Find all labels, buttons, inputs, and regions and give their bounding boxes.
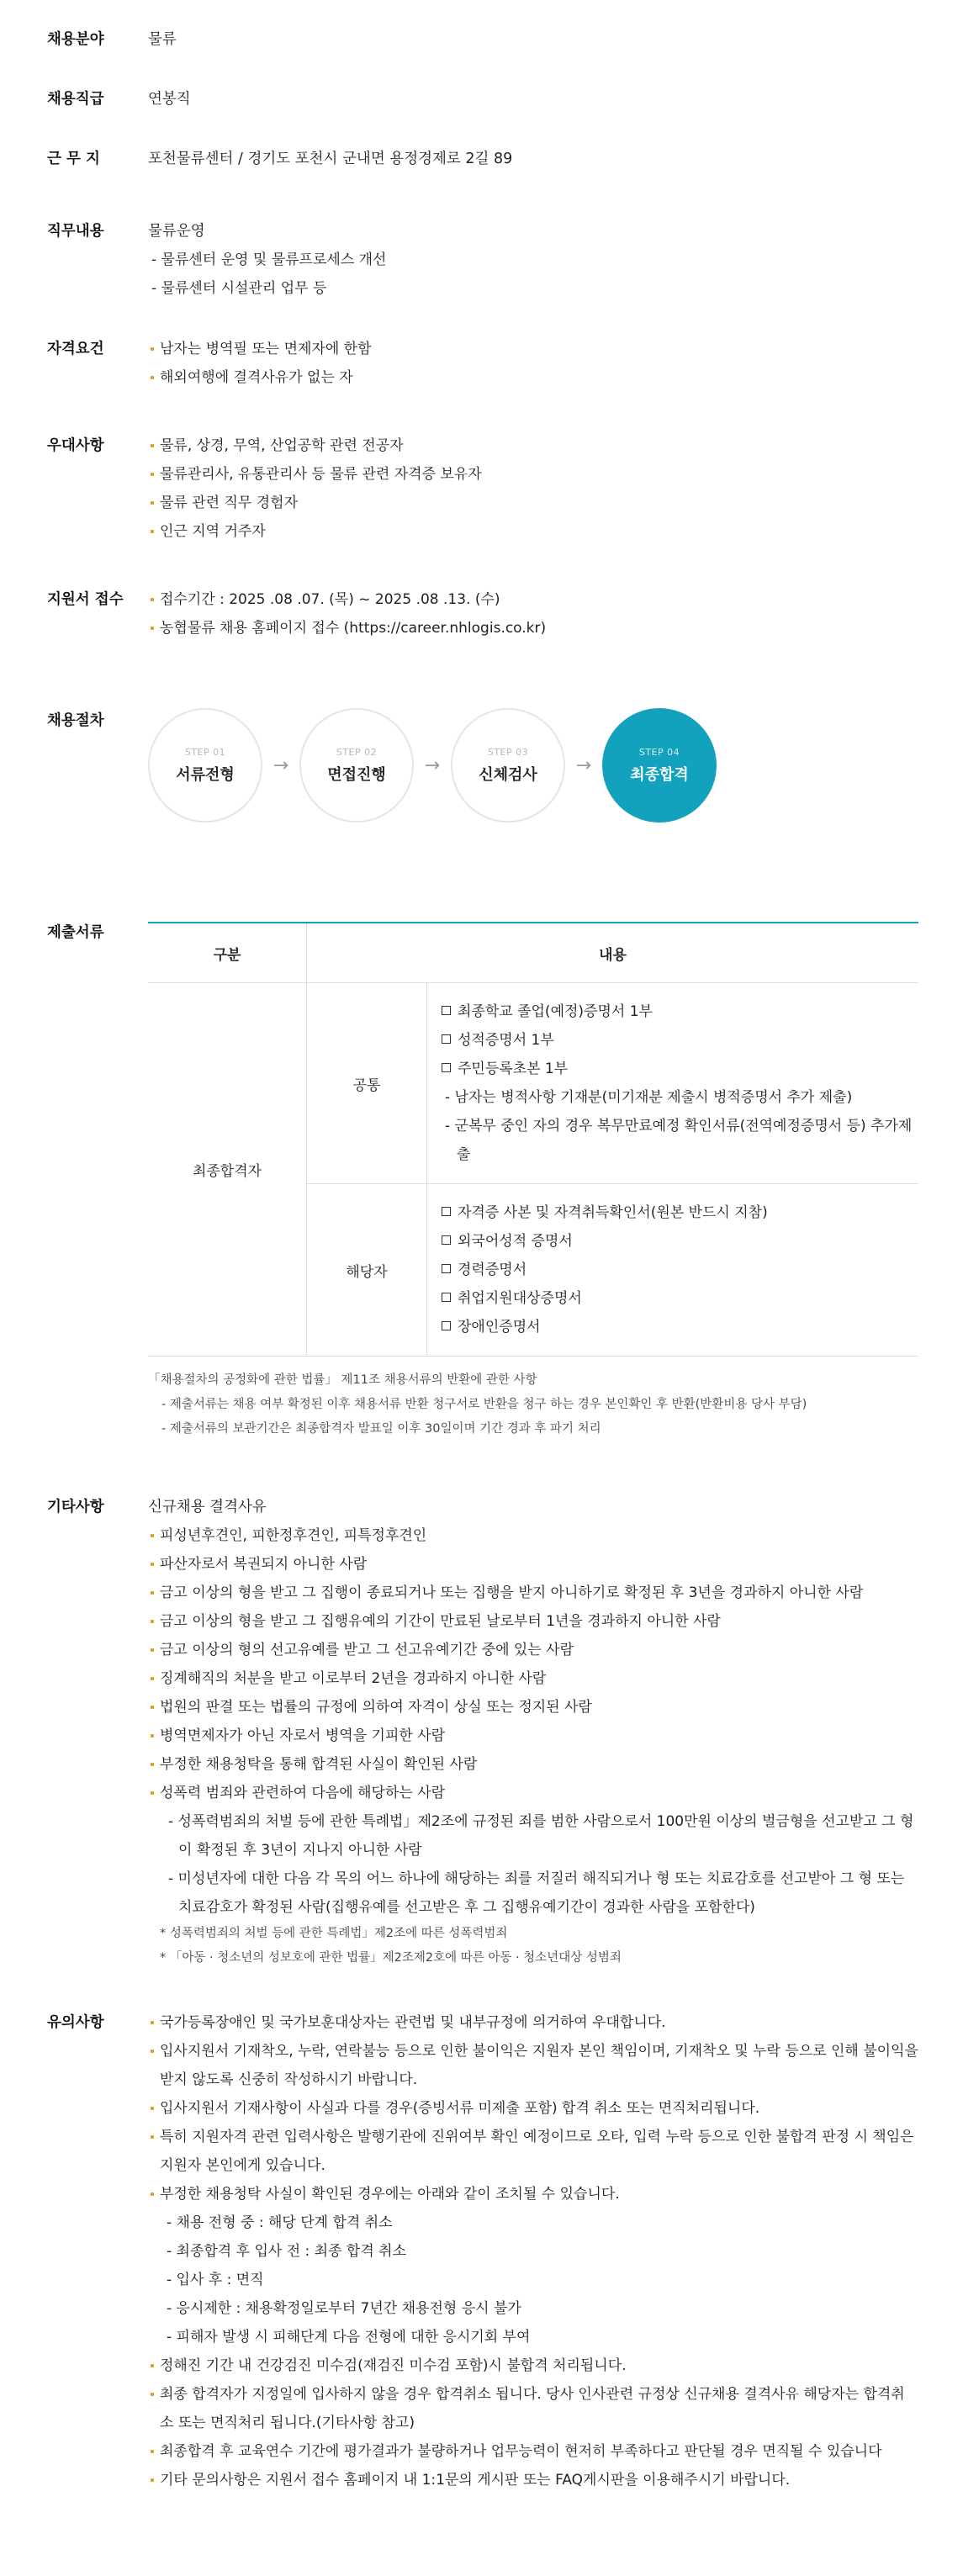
type-row	[47, 85, 191, 114]
application-label: 지원서 접수	[47, 591, 124, 608]
location-value: 포천물류센터 / 경기도 포천시 군내면 용정경제로 2길 89	[148, 151, 513, 167]
category-cell: 해당자	[307, 1184, 427, 1357]
caution-item: 최종합격 후 교육연수 기간에 평가결과가 불량하거나 업무능력이 현저히 부족하다고 판단될 경우 면직될 수 있습니다	[148, 2437, 918, 2466]
step-number: STEP 01	[184, 746, 226, 758]
table-row	[148, 983, 918, 1184]
field-value: 물류	[148, 31, 177, 48]
document-subitem: - 남자는 병적사항 기재분(미기재분 제출시 병적증명서 추가 제출)	[445, 1089, 853, 1106]
field-label: 채용분야	[47, 31, 104, 48]
duty-item: - 물류센터 시설관리 업무 등	[151, 280, 327, 297]
documents-table	[148, 922, 918, 1357]
caution-item: 부정한 채용청탁 사실이 확인된 경우에는 아래와 같이 조치될 수 있습니다.	[148, 2180, 918, 2208]
caution-item: 특히 지원자격 관련 입력사항은 발행기관에 진위여부 확인 예정이므로 오타, 입력 누락 등으로 인한 불합격 판정 시 책임은 지원자 본인에게 있습니다.	[148, 2123, 918, 2180]
etc-subitem: - 성폭력범죄의 처벌 등에 관한 특례법」제2조에 규정된 죄를 범한 사람으로서 100만원 이상의 벌금형을 선고받고 그 형이 확정된 후 3년이 지나지 아니한 사람	[168, 1813, 914, 1859]
qualification-list	[148, 335, 372, 392]
qualification-item: 해외여행에 결격사유가 없는 자	[148, 363, 372, 392]
caution-content	[148, 2008, 918, 2494]
etc-row	[47, 1493, 918, 1970]
process-steps	[148, 708, 717, 823]
caution-subitem: - 피해자 발생 시 피해단계 다음 전형에 대한 응시기회 부여	[167, 2329, 531, 2346]
qualification-label: 자격요건	[47, 341, 104, 357]
document-item: 외국어성적 증명서	[438, 1227, 918, 1256]
preference-label: 우대사항	[47, 437, 104, 454]
duty-item: - 물류센터 운영 및 물류프로세스 개선	[151, 251, 387, 268]
step-title: 서류전형	[176, 765, 235, 784]
step-title: 최종합격	[630, 765, 689, 784]
caution-subitem: - 채용 전형 중 : 해당 단계 합격 취소	[167, 2214, 393, 2231]
group-cell: 최종합격자	[148, 983, 307, 1357]
etc-item: 금고 이상의 형의 선고유예를 받고 그 선고유예기간 중에 있는 사람	[148, 1636, 918, 1664]
qualification-item: 남자는 병역필 또는 면제자에 한함	[148, 335, 372, 363]
etc-note: * 「아동 · 청소년의 성보호에 관한 법률」제2조제2호에 따른 아동 · 청소년대상 성범죄	[160, 1951, 622, 1965]
documents-table-wrap	[148, 922, 918, 1441]
etc-item: 파산자로서 복권되지 아니한 사람	[148, 1550, 918, 1579]
documents-note: 「채용절차의 공정화에 관한 법률」 제11조 채용서류의 반환에 관한 사항	[148, 1373, 537, 1387]
documents-note: - 제출서류는 채용 여부 확정된 이후 채용서류 반환 청구서로 반환을 청구 하는 경우 본인확인 후 반환(반환비용 당사 부담)	[161, 1398, 807, 1411]
application-list	[148, 585, 546, 643]
arrow-right-icon: →	[575, 754, 592, 776]
caution-item: 국가등록장애인 및 국가보훈대상자는 관련법 및 내부규정에 의거하여 우대합니다.	[148, 2008, 918, 2037]
duty-title: 물류운영	[148, 223, 205, 240]
application-period: 접수기간 : 2025 .08 .07. (목) ~ 2025 .08 .13. (수)	[148, 585, 546, 614]
location-label: 근 무 지	[47, 151, 100, 167]
step-circle	[451, 708, 565, 823]
caution-row	[47, 2008, 918, 2494]
caution-subitem: - 최종합격 후 입사 전 : 최종 합격 취소	[167, 2243, 406, 2260]
documents-notes	[148, 1368, 918, 1441]
location-row	[47, 145, 512, 173]
caution-item: 입사지원서 기재착오, 누락, 연락불능 등으로 인한 불이익은 지원자 본인 책임이며, 기재착오 및 누락 등으로 인해 불이익을 받지 않도록 신중히 작성하시기 바랍니다.	[148, 2037, 918, 2094]
arrow-right-icon: →	[424, 754, 441, 776]
caution-subitem: - 응시제한 : 채용확정일로부터 7년간 채용전형 응시 불가	[167, 2300, 521, 2317]
duty-label: 직무내용	[47, 223, 104, 240]
preference-item: 물류, 상경, 무역, 산업공학 관련 전공자	[148, 431, 482, 460]
caution-label: 유의사항	[47, 2014, 104, 2031]
type-value: 연봉직	[148, 91, 191, 108]
document-item: 장애인증명서	[438, 1313, 918, 1341]
document-item: 취업지원대상증명서	[438, 1284, 918, 1313]
etc-item: 병역면제자가 아닌 자로서 병역을 기피한 사람	[148, 1722, 918, 1750]
documents-note: - 제출서류의 보관기간은 최종합격자 발표일 이후 30일이며 기간 경과 후 파기 처리	[161, 1422, 601, 1436]
duty-row	[47, 217, 386, 303]
qualification-row	[47, 335, 372, 392]
etc-content	[148, 1493, 918, 1970]
etc-item: 법원의 판결 또는 법률의 규정에 의하여 자격이 상실 또는 정지된 사람	[148, 1693, 918, 1722]
caution-subitem: - 입사 후 : 면직	[167, 2272, 264, 2288]
etc-item: 피성년후견인, 피한정후견인, 피특정후견인	[148, 1521, 918, 1550]
step-circle	[148, 708, 262, 823]
etc-item: 성폭력 범죄와 관련하여 다음에 해당하는 사람	[148, 1779, 918, 1807]
table-header: 구분	[148, 923, 307, 983]
etc-item: 부정한 채용청탁을 통해 합격된 사실이 확인된 사람	[148, 1750, 918, 1779]
preference-list	[148, 431, 482, 546]
step-title: 면접진행	[327, 765, 386, 784]
step-number: STEP 04	[638, 746, 680, 758]
preference-item: 인근 지역 거주자	[148, 517, 482, 546]
step-circle-active	[602, 708, 717, 823]
preference-item: 물류 관련 직무 경험자	[148, 489, 482, 517]
field-row	[47, 25, 177, 54]
etc-note: * 성폭력범죄의 처벌 등에 관한 특례법」제2조에 따른 성폭력범죄	[160, 1927, 508, 1940]
caution-item: 입사지원서 기재사항이 사실과 다를 경우(증빙서류 미제출 포함) 합격 취소 또는 면직처리됩니다.	[148, 2094, 918, 2123]
document-item: 자격증 사본 및 자격취득확인서(원본 반드시 지참)	[438, 1198, 918, 1227]
document-item: 경력증명서	[438, 1256, 918, 1284]
duty-content	[148, 217, 386, 303]
etc-title: 신규채용 결격사유	[148, 1499, 267, 1515]
content-cell	[427, 1184, 919, 1357]
etc-subitem: - 미성년자에 대한 다음 각 목의 어느 하나에 해당하는 죄를 저질러 해직되거나 형 또는 치료감호를 선고받아 그 형 또는 치료감호가 확정된 사람(집행유예를 선고받은 후 그 집행유예기간이 경과한 사람을 포함한다)	[168, 1870, 905, 1916]
application-homepage: 농협물류 채용 홈페이지 접수 (https://career.nhlogis.co.kr)	[148, 614, 546, 643]
content-cell	[427, 983, 919, 1184]
preference-row	[47, 431, 482, 546]
etc-item: 징계해직의 처분을 받고 이로부터 2년을 경과하지 아니한 사람	[148, 1664, 918, 1693]
document-item: 성적증명서 1부	[438, 1026, 918, 1055]
step-circle	[299, 708, 414, 823]
caution-item: 기타 문의사항은 지원서 접수 홈페이지 내 1:1문의 게시판 또는 FAQ게시판을 이용해주시기 바랍니다.	[148, 2466, 918, 2494]
process-label: 채용절차	[47, 712, 104, 729]
arrow-right-icon: →	[272, 754, 289, 776]
process-section	[47, 706, 148, 735]
document-item: 최종학교 졸업(예정)증명서 1부	[438, 997, 918, 1026]
etc-item: 금고 이상의 형을 받고 그 집행유예의 기간이 만료된 날로부터 1년을 경과하지 아니한 사람	[148, 1607, 918, 1636]
step-title: 신체검사	[479, 765, 537, 784]
type-label: 채용직급	[47, 91, 104, 108]
etc-label: 기타사항	[47, 1499, 104, 1515]
step-number: STEP 03	[487, 746, 529, 758]
document-subitem: - 군복무 중인 자의 경우 복무만료예정 확인서류(전역예정증명서 등) 추가제출	[445, 1118, 913, 1163]
table-header: 내용	[307, 923, 919, 983]
step-number: STEP 02	[336, 746, 378, 758]
caution-item: 정해진 기간 내 건강검진 미수검(재검진 미수검 포함)시 불합격 처리됩니다.	[148, 2351, 918, 2380]
document-item: 주민등록초본 1부	[438, 1055, 918, 1083]
etc-item: 금고 이상의 형을 받고 그 집행이 종료되거나 또는 집행을 받지 아니하기로 확정된 후 3년을 경과하지 아니한 사람	[148, 1579, 918, 1607]
preference-item: 물류관리사, 유통관리사 등 물류 관련 자격증 보유자	[148, 460, 482, 489]
caution-item: 최종 합격자가 지정일에 입사하지 않을 경우 합격취소 됩니다. 당사 인사관련 규정상 신규채용 결격사유 해당자는 합격취소 또는 면직처리 됩니다.(기타사항 참고)	[148, 2380, 918, 2437]
category-cell: 공통	[307, 983, 427, 1184]
documents-section	[47, 918, 148, 947]
documents-label: 제출서류	[47, 924, 104, 941]
application-row	[47, 585, 546, 643]
